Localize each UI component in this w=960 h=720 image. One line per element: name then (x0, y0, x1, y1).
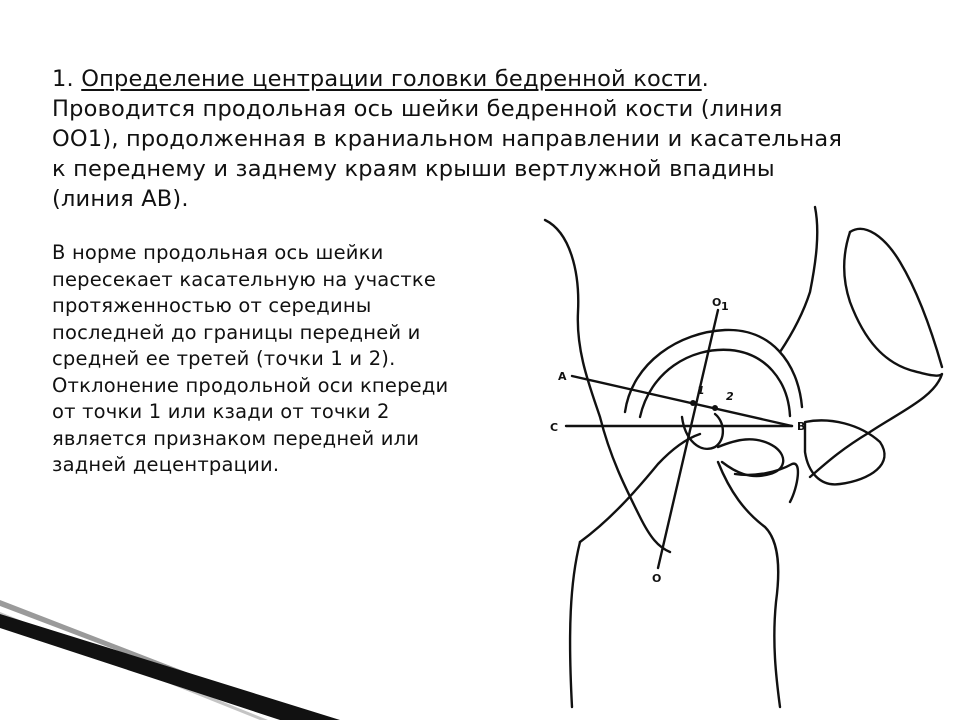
body-line: пересекает касательную на участке (52, 267, 437, 291)
pelvis-contour (780, 207, 817, 352)
acetabulum-roof (625, 330, 802, 412)
decoration-stripe-light (0, 600, 310, 720)
body-line: задней децентрации. (52, 453, 280, 476)
pelvis-contour (545, 220, 670, 552)
label-c: C (550, 421, 559, 434)
body-line: В норме продольная ось шейки (52, 241, 384, 264)
label-a: A (558, 370, 567, 383)
hip-joint-drawing (540, 202, 960, 712)
decoration-stripe-dark (0, 614, 340, 720)
decoration-stripe-light (0, 612, 268, 720)
ischium-contour (850, 229, 942, 367)
heading-number: 1. (52, 66, 74, 92)
label-o: O (652, 572, 662, 585)
label-b: B (797, 420, 806, 433)
greater-trochanter (718, 462, 780, 707)
heading-line: Проводится продольная ось шейки бедренной кости (линия (52, 96, 783, 122)
body-line: протяженностью от середины (52, 294, 372, 317)
body-line: Отклонение продольной оси кпереди (52, 373, 449, 397)
label-o1-subscript: 1 (721, 300, 729, 313)
label-point-1: 1 (697, 384, 705, 397)
heading-line: ОО1), продолженная в краниальном направлении и касательная (52, 126, 843, 152)
heading-line: к переднему и заднему краям крыши вертлужной впадины (52, 156, 775, 182)
femoral-neck (580, 434, 700, 542)
label-point-2: 2 (726, 390, 734, 403)
body-line: от точки 1 или кзади от точки 2 (52, 400, 390, 423)
point-marker (712, 405, 718, 411)
body-paragraph (52, 240, 522, 479)
label-o1: O (712, 296, 722, 309)
heading-first-line (52, 64, 932, 94)
heading-line: (линия АВ). (52, 186, 189, 212)
body-line: последней до границы передней и (52, 320, 421, 344)
body-line: средней ее третей (точки 1 и 2). (52, 347, 396, 370)
body-line: является признаком передней или (52, 426, 420, 450)
heading-title: Определение центрации головки бедренной кости (81, 66, 702, 92)
heading-block (52, 64, 932, 214)
lesser-trochanter (735, 464, 798, 502)
ischium-contour (810, 232, 942, 477)
heading-title-punct: . (701, 66, 710, 92)
hip-joint-figure (540, 202, 960, 712)
femoral-shaft (570, 542, 580, 707)
point-marker (690, 400, 696, 406)
